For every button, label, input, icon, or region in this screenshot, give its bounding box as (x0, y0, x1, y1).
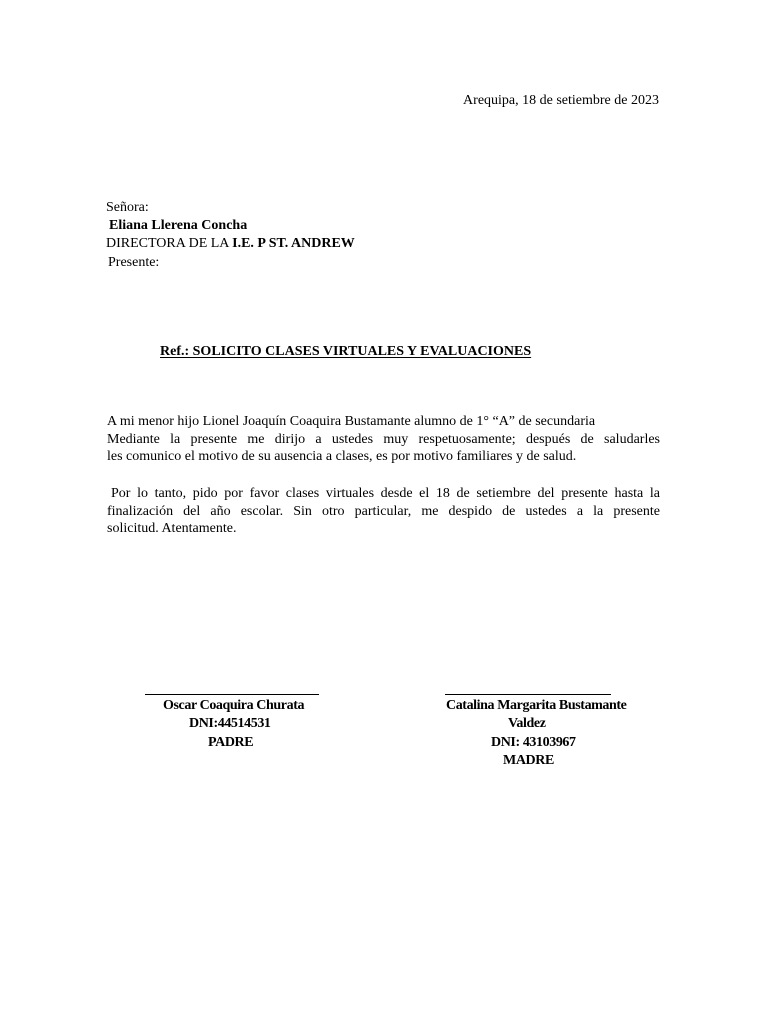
mother-name-line2: Valdez (508, 716, 546, 731)
paragraph-line: Mediante la presente me dirijo a ustedes muy respetuosamente; después de saludarles (107, 431, 660, 447)
addressee-institution: I.E. P ST. ANDREW (232, 236, 355, 251)
mother-dni: DNI: 43103967 (491, 735, 576, 750)
body-paragraph-2 (107, 485, 660, 538)
father-signature-line (145, 694, 319, 695)
addressee-title (106, 235, 355, 253)
paragraph-line: solicitud. Atentamente. (107, 521, 237, 536)
addressee-name: Eliana Llerena Concha (109, 218, 248, 233)
father-role: PADRE (208, 735, 254, 750)
letter-date: Arequipa, 18 de setiembre de 2023 (463, 93, 659, 108)
reference-line: Ref.: SOLICITO CLASES VIRTUALES Y EVALUACIONES (160, 344, 532, 359)
mother-name-line1: Catalina Margarita Bustamante (446, 698, 627, 713)
mother-signature-line (445, 694, 611, 695)
paragraph-line: les comunico el motivo de su ausencia a clases, es por motivo familiares y de salud. (107, 449, 577, 464)
mother-role: MADRE (503, 753, 554, 768)
addressee-present: Presente: (108, 255, 160, 270)
body-paragraph-1 (107, 413, 660, 466)
paragraph-line: finalización del año escolar. Sin otro particular, me despido de ustedes a la presente (107, 503, 660, 519)
addressee-greeting: Señora: (106, 200, 149, 215)
addressee-title-prefix: DIRECTORA DE LA (106, 236, 233, 251)
paragraph-line: A mi menor hijo Lionel Joaquín Coaquira Bustamante alumno de 1° “A” de secundaria (107, 414, 596, 429)
paragraph-line: Por lo tanto, pido por favor clases virtuales desde el 18 de setiembre del presente hasta la (111, 486, 660, 501)
father-dni: DNI:44514531 (189, 716, 271, 731)
father-name: Oscar Coaquira Churata (163, 698, 305, 713)
